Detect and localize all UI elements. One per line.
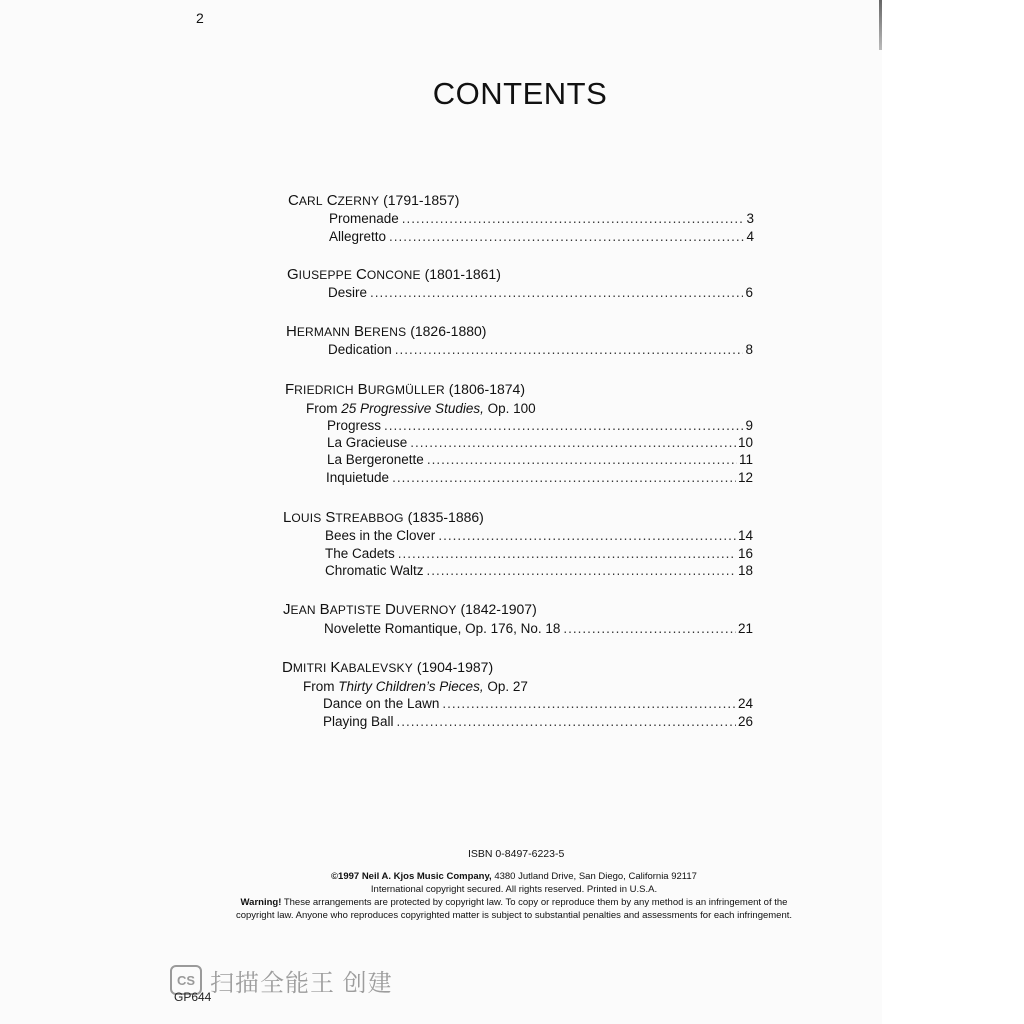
scanner-text: 扫描全能王 创建 xyxy=(210,969,393,997)
toc-entry: La Bergeronette ..... 11 xyxy=(327,451,753,469)
toc-entry: Promenade ..... 3 xyxy=(329,210,754,228)
composer-heading: CARL CZERNY (1791-1857) xyxy=(288,192,460,209)
toc-entry: La Gracieuse ..... 10 xyxy=(327,434,753,452)
background-margin xyxy=(882,0,1024,1024)
toc-entry: Playing Ball ..... 26 xyxy=(323,713,753,731)
isbn: ISBN 0-8497-6223-5 xyxy=(468,848,565,860)
toc-entry: Chromatic Waltz ..... 18 xyxy=(325,562,753,580)
toc-entry: Novelette Romantique, Op. 176, No. 18 ..... 21 xyxy=(324,620,753,638)
toc-entry: Allegretto ..... 4 xyxy=(329,228,754,246)
page-number: 2 xyxy=(196,10,204,26)
page-edge-mark xyxy=(879,0,882,50)
composer-heading: DMITRI KABALEVSKY (1904-1987) xyxy=(282,659,494,676)
page-title: CONTENTS xyxy=(432,76,608,111)
composer-heading: HERMANN BERENS (1826-1880) xyxy=(286,323,487,340)
composer-heading: GIUSEPPE CONCONE (1801-1861) xyxy=(287,266,501,283)
composer-heading: FRIEDRICH BURGMÜLLER (1806-1874) xyxy=(285,381,526,398)
toc-entry: Inquietude ..... 12 xyxy=(326,469,753,487)
toc-entry: Progress ..... 9 xyxy=(327,417,753,435)
toc-entry: Dance on the Lawn ..... 24 xyxy=(323,695,753,713)
composer-heading: LOUIS STREABBOG (1835-1886) xyxy=(283,509,484,526)
composer-heading: JEAN BAPTISTE DUVERNOY (1842-1907) xyxy=(283,601,537,618)
toc-entry: Desire ..... 6 xyxy=(328,284,753,302)
toc-entry: Bees in the Clover ..... 14 xyxy=(325,527,753,545)
warning-line-2: copyright law. Anyone who reproduces copyrighted matter is subject to substantial penalties and assessments for each infringement. xyxy=(235,910,793,921)
toc-entry: The Cadets ..... 16 xyxy=(325,545,753,563)
collection-heading: From Thirty Children’s Pieces, Op. 27 xyxy=(303,679,528,694)
toc-entry: Dedication ..... 8 xyxy=(328,341,753,359)
warning-line: Warning! These arrangements are protected by copyright law. To copy or reproduce them by any method is an infringement of the xyxy=(240,897,788,908)
collection-heading: From 25 Progressive Studies, Op. 100 xyxy=(306,401,536,416)
catalog-number: GP644 xyxy=(174,990,212,1004)
copyright-line: ©1997 Neil A. Kjos Music Company, 4380 Jutland Drive, San Diego, California 92117 xyxy=(331,871,697,882)
rights-line: International copyright secured. All rights reserved. Printed in U.S.A. xyxy=(370,884,658,895)
camscanner-logo-icon: CS xyxy=(170,965,202,995)
